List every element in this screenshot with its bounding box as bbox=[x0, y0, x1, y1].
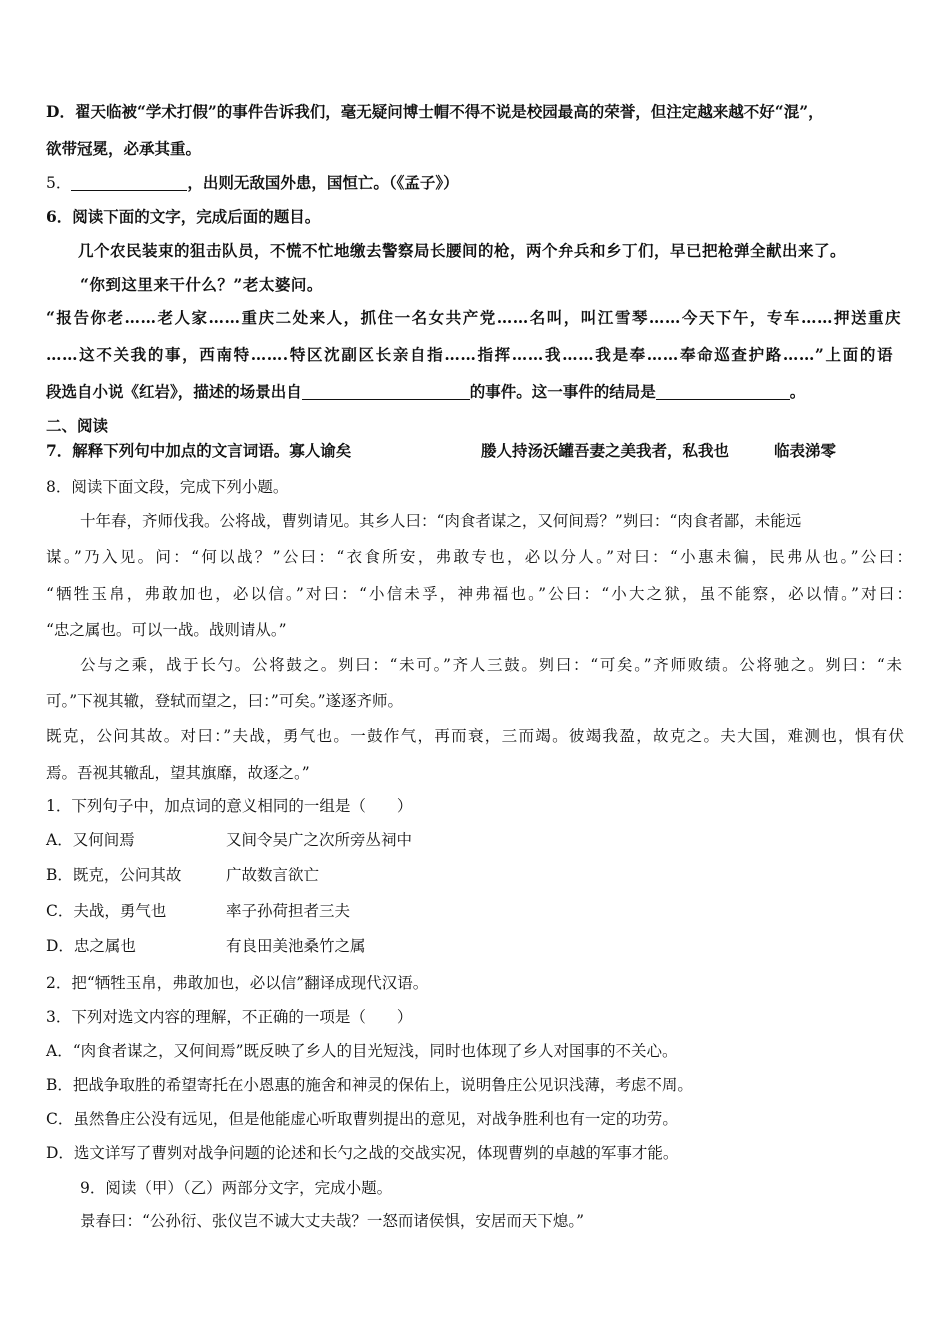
option-pair: 又间令吴广之次所旁丛祠中 bbox=[226, 831, 413, 849]
q8-passage-line: 可。”下视其辙，登轼而望之，曰：”可矣。”遂逐齐师。 bbox=[46, 692, 404, 710]
q9-intro: 9．阅读（甲）（乙）两部分文字，完成小题。 bbox=[80, 1179, 393, 1197]
option-pair: 率子孙荷担者三夫 bbox=[226, 902, 351, 920]
q4-option-d-line1: D．翟天临被“学术打假”的事件告诉我们，毫无疑问博士帽不得不说是校园最高的荣誉，但注定越来越不好“混”， bbox=[46, 102, 824, 121]
q8-sub3-stem: 3．下列对选文内容的理解，不正确的一项是（ ） bbox=[46, 1008, 413, 1026]
option-label: C．夫战，勇气也 bbox=[46, 902, 167, 920]
q8-sub2: 2．把“牺牲玉帛，弗敢加也，必以信”翻译成现代汉语。 bbox=[46, 974, 429, 992]
q7-end: 临表涕零 bbox=[774, 441, 837, 460]
q8-passage-line: 谋。”乃入见。问：“何以战？”公曰：“衣食所安，弗敢专也，必以分人。”对曰：“小惠未徧，民弗从也。”公曰： bbox=[46, 548, 912, 566]
q8-passage-line: “忠之属也。可以一战。战则请从。” bbox=[46, 621, 287, 639]
q6-para-2: “你到这里来干什么？”老太婆问。 bbox=[80, 275, 323, 294]
option-pair: 有良田美池桑竹之属 bbox=[226, 937, 366, 955]
q8-sub3-option-a[interactable]: A．“肉食者谋之，又何间焉”既反映了乡人的目光短浅，同时也体现了乡人对国事的不关心。 bbox=[46, 1042, 678, 1060]
q8-passage-line: 公与之乘，战于长勺。公将鼓之。刿曰：“未可。”齐人三鼓。刿曰：“可矣。”齐师败绩。公将驰之。刿曰：“未 bbox=[80, 656, 902, 674]
q5-text: ，出则无敌国外患，国恒亡。（《孟子》） bbox=[187, 173, 459, 192]
option-label: B．既克，公问其故 bbox=[46, 866, 182, 884]
q6-para-4: ……这不关我的事，西南特…….特区沈副区长亲自指……指挥……我……我是奉……奉命巡查护路……”上面的语 bbox=[46, 345, 893, 364]
q7-lead: 7．解释下列句中加点的文言词语。寡人谕矣 bbox=[46, 441, 352, 460]
q6-para-5a: 段选自小说《红岩》，描述的场景出自 bbox=[46, 382, 302, 401]
q8-sub1-option-c[interactable] bbox=[46, 901, 351, 921]
q8-sub1-stem: 1．下列句子中，加点词的意义相同的一组是（ ） bbox=[46, 797, 413, 815]
q6-para-5b: 的事件。这一事件的结局是 bbox=[469, 382, 656, 401]
q5-answer-blank[interactable] bbox=[71, 174, 187, 191]
q7-mid: 媵人持汤沃罐吾妻之美我者，私我也 bbox=[481, 441, 730, 460]
q6-para-3: “报告你老……老人家……重庆二处来人，抓住一名女共产党……名叫，叫江雪琴……今天下午，专车……押送重庆 bbox=[46, 308, 901, 327]
q9-line-1: 景春曰：“公孙衍、张仪岂不诚大丈夫哉？一怒而诸侯惧，安居而天下熄。” bbox=[80, 1212, 585, 1230]
q8-passage-line: 既克，公问其故。对曰：”夫战，勇气也。一鼓作气，再而衰，三而竭。彼竭我盈，故克之。夫大国，难测也，惧有伏 bbox=[46, 727, 904, 745]
q8-passage-line: “牺牲玉帛，弗敢加也，必以信。”对曰：“小信未孚，神弗福也。”公曰：“小大之狱，虽不能察，必以情。”对曰： bbox=[46, 585, 912, 603]
q6-intro: 6．阅读下面的文字，完成后面的题目。 bbox=[46, 207, 321, 226]
q8-intro: 8．阅读下面文段，完成下列小题。 bbox=[46, 478, 289, 496]
q8-sub3-option-d[interactable]: D．选文详写了曹刿对战争问题的论述和长勺之战的交战实况，体现曹刿的卓越的军事才能。 bbox=[46, 1144, 679, 1162]
q8-sub3-option-b[interactable]: B．把战争取胜的希望寄托在小恩惠的施舍和神灵的保佑上，说明鲁庄公见识浅薄，考虑不周。 bbox=[46, 1076, 693, 1094]
q6-para-5c: 。 bbox=[789, 382, 806, 401]
q6-para-1: 几个农民装束的狙击队员，不慌不忙地缴去警察局长腰间的枪，两个弁兵和乡丁们，早已把枪弹全献出来了。 bbox=[78, 241, 847, 260]
q6-result-blank[interactable] bbox=[656, 383, 790, 400]
q6-para-5 bbox=[46, 382, 805, 402]
q8-sub3-option-c[interactable]: C．虽然鲁庄公没有远见，但是他能虚心听取曹刿提出的意见，对战争胜利也有一定的功劳。 bbox=[46, 1110, 678, 1128]
q5-number: 5． bbox=[46, 174, 72, 192]
option-pair: 广故数言欲亡 bbox=[226, 866, 320, 884]
question-5 bbox=[46, 173, 459, 193]
option-label: A．又何间焉 bbox=[46, 831, 135, 849]
option-label: D．忠之属也 bbox=[46, 937, 136, 955]
q8-passage-line: 十年春，齐师伐我。公将战，曹刿请见。其乡人曰：“肉食者谋之，又何间焉？”刿曰：“肉食者鄙，未能远 bbox=[80, 512, 802, 530]
section-2-heading: 二、阅读 bbox=[46, 416, 109, 435]
q8-passage-line: 焉。吾视其辙乱，望其旗靡，故逐之。” bbox=[46, 764, 310, 782]
q8-sub1-option-b[interactable] bbox=[46, 865, 320, 885]
q8-sub1-option-a[interactable] bbox=[46, 830, 413, 850]
q6-event-blank[interactable] bbox=[302, 383, 470, 400]
q8-sub1-option-d[interactable] bbox=[46, 936, 366, 956]
q4-option-d-line2: 欲带冠冕，必承其重。 bbox=[46, 139, 202, 158]
